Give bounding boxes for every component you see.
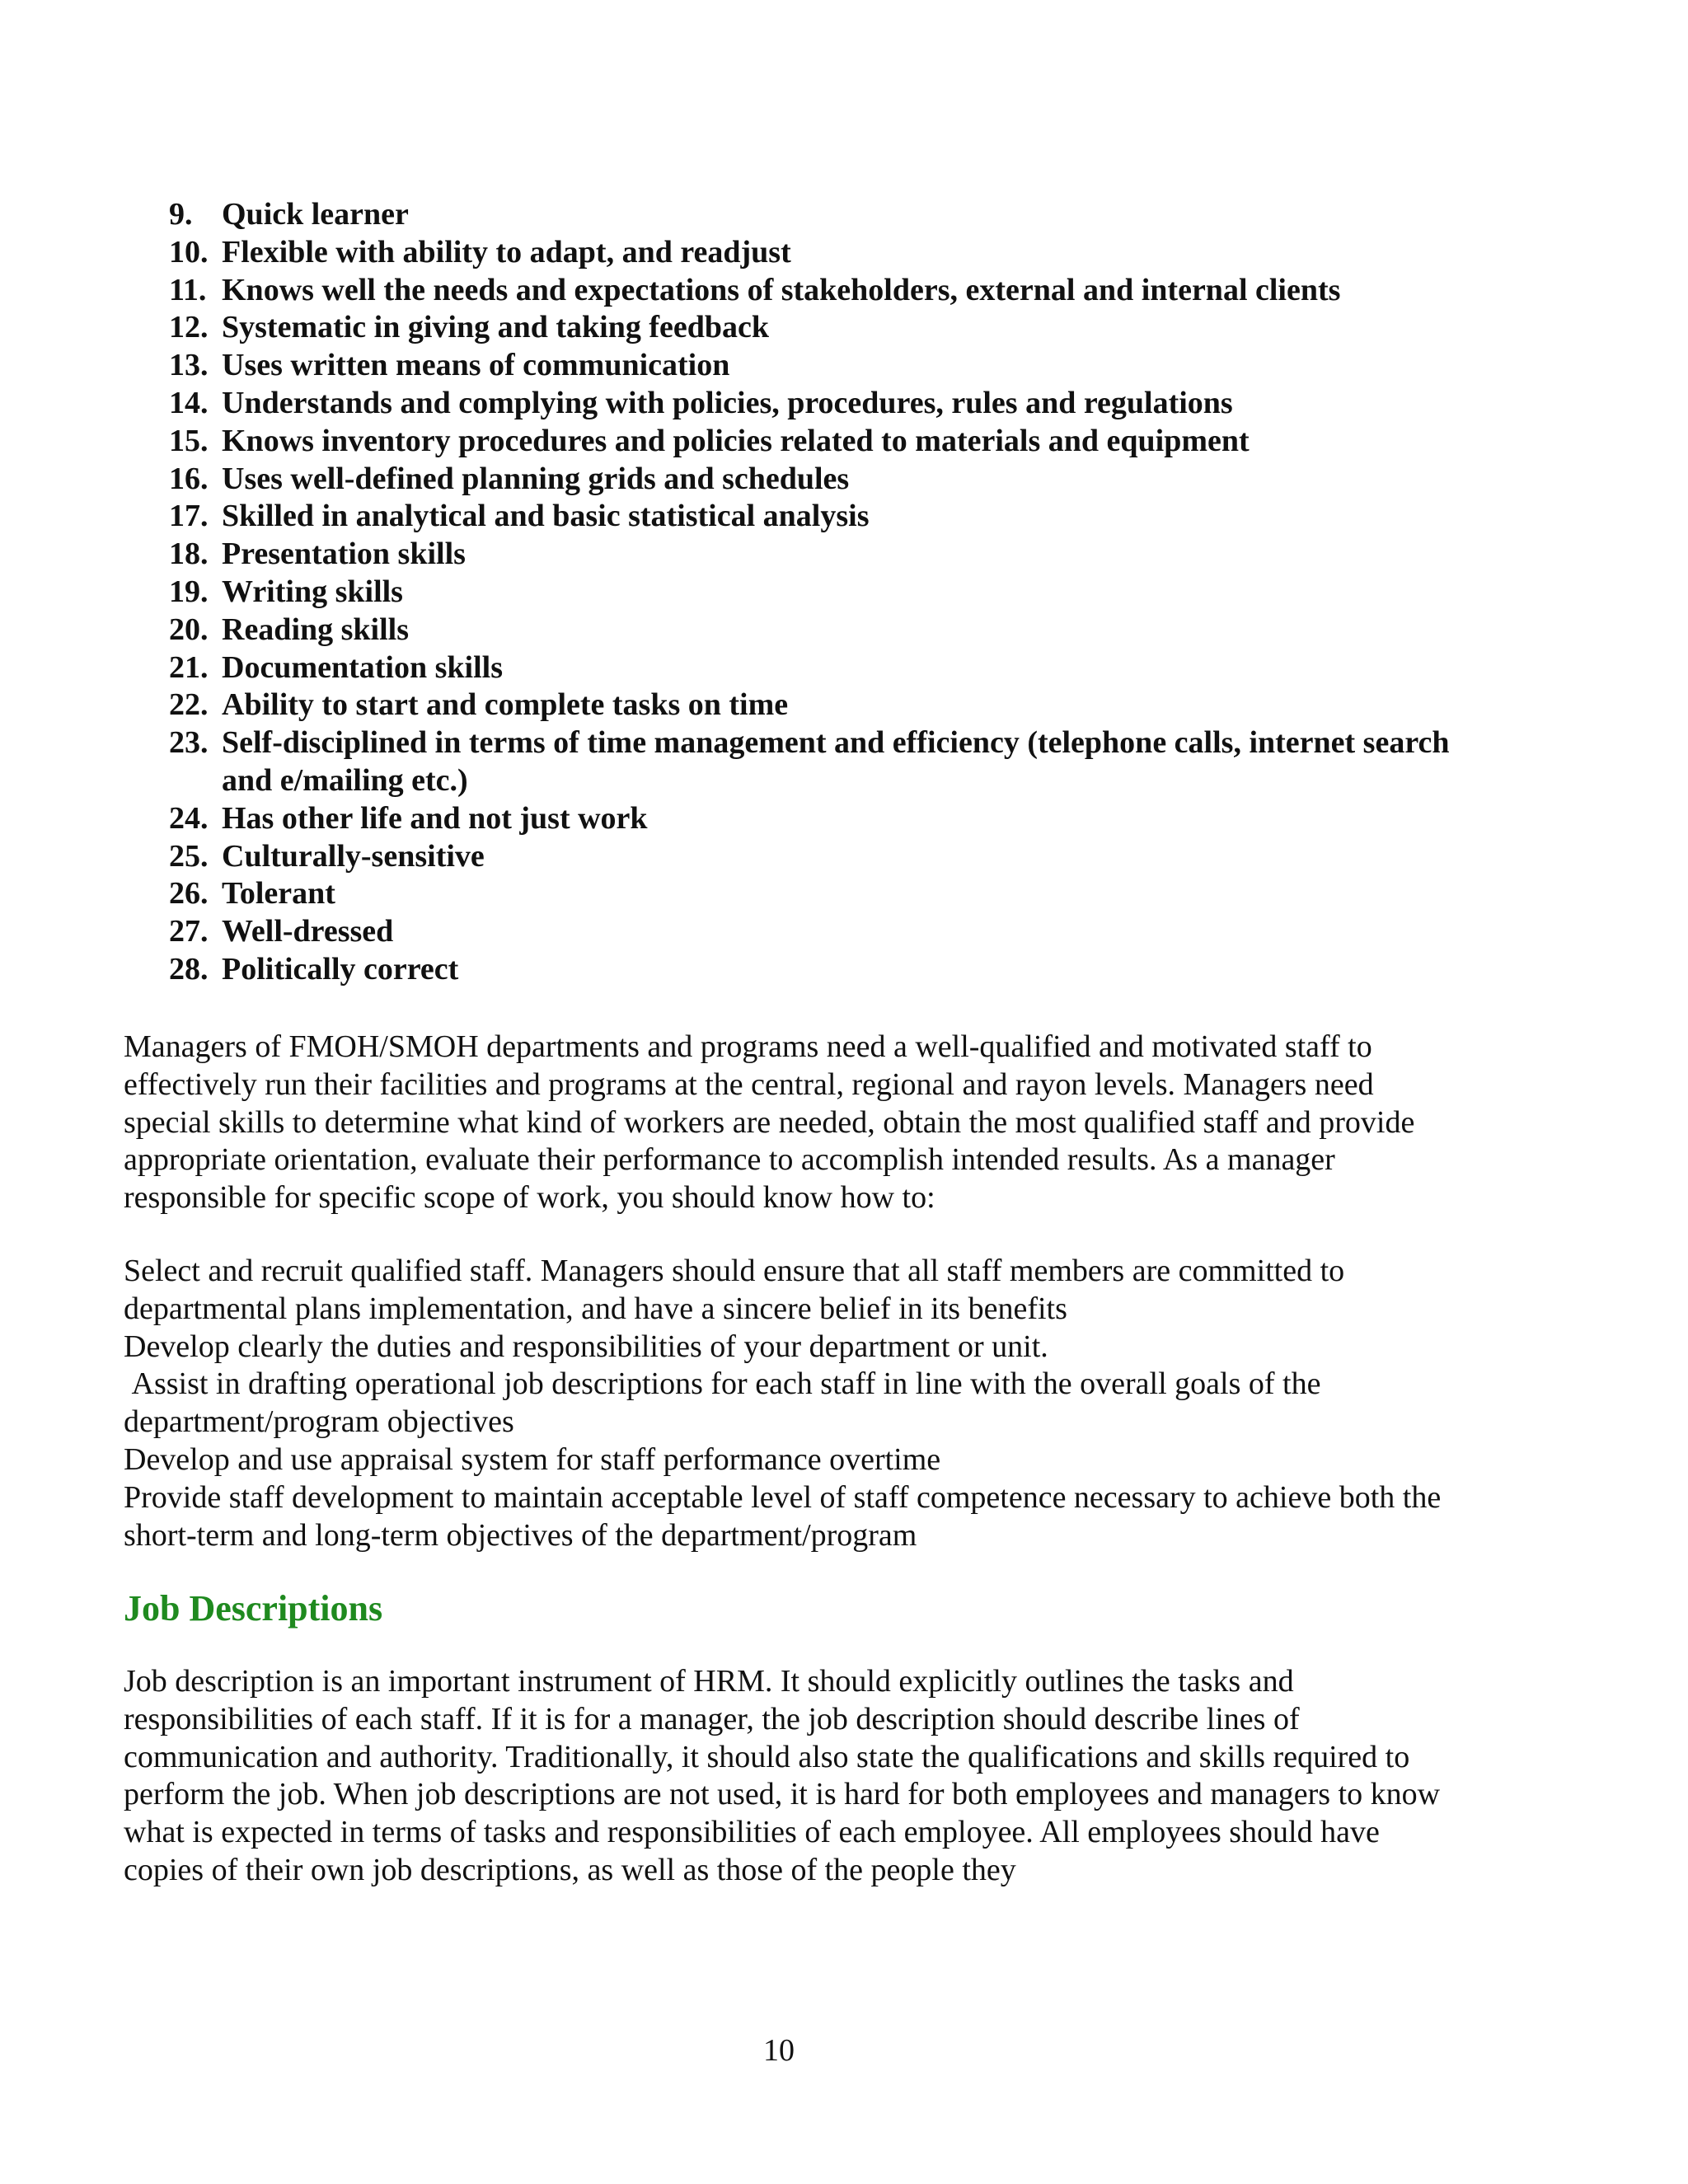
list-item bbox=[169, 800, 1455, 838]
list-item bbox=[169, 461, 1455, 499]
list-item bbox=[169, 536, 1455, 574]
list-item bbox=[169, 498, 1455, 536]
list-item bbox=[169, 951, 1455, 989]
list-item-text: Reading skills bbox=[222, 612, 410, 647]
list-item-text: Ability to start and complete tasks on time bbox=[222, 687, 789, 723]
list-item-text: Tolerant bbox=[222, 876, 335, 912]
list-item bbox=[169, 309, 1455, 347]
list-item-number: 17. bbox=[169, 499, 209, 534]
list-item bbox=[169, 649, 1455, 687]
list-item bbox=[169, 272, 1455, 310]
task-line: Develop and use appraisal system for staff performance overtime bbox=[124, 1441, 941, 1477]
manager-tasks bbox=[124, 1253, 1442, 1554]
list-item-text: Well-dressed bbox=[222, 914, 394, 949]
list-item-number: 27. bbox=[169, 914, 209, 949]
list-item-text: Uses written means of communication bbox=[222, 348, 730, 383]
list-item-number: 18. bbox=[169, 537, 209, 572]
list-item-number: 10. bbox=[169, 234, 209, 269]
list-item-number: 16. bbox=[169, 461, 209, 496]
list-item bbox=[169, 724, 1455, 800]
task-line: Assist in drafting operational job descriptions for each staff in line with the overall goals of the department/program objectives bbox=[124, 1366, 1329, 1440]
list-item-text: Flexible with ability to adapt, and readjust bbox=[222, 234, 791, 269]
competency-list bbox=[169, 196, 1455, 989]
list-item-number: 24. bbox=[169, 800, 209, 836]
list-item-number: 12. bbox=[169, 310, 209, 345]
list-item-text: Has other life and not just work bbox=[222, 800, 648, 836]
list-item bbox=[169, 385, 1455, 423]
list-item-text: Knows inventory procedures and policies related to materials and equipment bbox=[222, 423, 1250, 458]
list-item-text: Knows well the needs and expectations of stakeholders, external and internal clients bbox=[222, 272, 1341, 307]
list-item bbox=[169, 913, 1455, 951]
managers-paragraph bbox=[124, 1029, 1442, 1217]
list-item bbox=[169, 612, 1455, 649]
job-descriptions-paragraph-text: Job description is an important instrument of HRM. It should explicitly outlines the tasks and responsibilities of each staff. If it is for a manager, the job description should describe lines of communication and authority. Traditionally, it should also state the qualifications and skills required to perform the job. When job descriptions are not used, it is hard for both employees and managers to know what is expected in terms of tasks and responsibilities of each employee. All employees should have copies of their own job descriptions, as well as those of the people they bbox=[124, 1664, 1441, 1887]
list-item-number: 15. bbox=[169, 423, 209, 458]
list-item-number: 28. bbox=[169, 951, 209, 987]
list-item bbox=[169, 347, 1455, 385]
task-line: Provide staff development to maintain acceptable level of staff competence necessary to achieve both the short-term and long-term objectives of the department/program bbox=[124, 1479, 1442, 1553]
list-item-text: Uses well-defined planning grids and schedules bbox=[222, 461, 850, 496]
list-item-text: Culturally-sensitive bbox=[222, 838, 485, 874]
list-item-number: 21. bbox=[169, 649, 209, 685]
list-item-number: 11. bbox=[169, 272, 207, 307]
section-heading-job-descriptions: Job Descriptions bbox=[124, 1588, 383, 1629]
list-item-text: Self-disciplined in terms of time management and efficiency (telephone calls, internet search and e/mailing etc.) bbox=[222, 725, 1450, 798]
list-item bbox=[169, 875, 1455, 913]
job-descriptions-paragraph bbox=[124, 1663, 1442, 1890]
list-item-text: Understands and complying with policies, procedures, rules and regulations bbox=[222, 385, 1233, 420]
list-item-number: 23. bbox=[169, 725, 209, 761]
list-item-text: Skilled in analytical and basic statistical analysis bbox=[222, 499, 870, 534]
list-item-text: Systematic in giving and taking feedback bbox=[222, 310, 770, 345]
list-item bbox=[169, 574, 1455, 612]
list-item-number: 9. bbox=[169, 197, 193, 232]
list-item-number: 25. bbox=[169, 838, 209, 874]
list-item-number: 20. bbox=[169, 612, 209, 647]
list-item-number: 22. bbox=[169, 687, 209, 723]
list-item-number: 14. bbox=[169, 385, 209, 420]
page-number: 10 bbox=[763, 2033, 795, 2068]
list-item bbox=[169, 423, 1455, 461]
list-item bbox=[169, 687, 1455, 724]
task-line: Select and recruit qualified staff. Managers should ensure that all staff members are committed to departmental plans implementation, and have a sincere belief in its benefits bbox=[124, 1254, 1345, 1326]
list-item-text: Writing skills bbox=[222, 574, 403, 609]
managers-paragraph-text: Managers of FMOH/SMOH departments and programs need a well-qualified and motivated staff to effectively run their facilities and programs at the central, regional and rayon levels. Managers need special skills to determine what kind of workers are needed, obtain the most qualified staff and provide appropriate orientation, evaluate their performance to accomplish intended results. As a manager responsible for specific scope of work, you should know how to: bbox=[124, 1029, 1415, 1216]
list-item-text: Quick learner bbox=[222, 197, 409, 232]
list-item-text: Presentation skills bbox=[222, 537, 466, 572]
list-item bbox=[169, 838, 1455, 876]
list-item-number: 13. bbox=[169, 348, 209, 383]
list-item bbox=[169, 234, 1455, 272]
list-item bbox=[169, 196, 1455, 234]
list-item-number: 19. bbox=[169, 574, 209, 609]
list-item-text: Politically correct bbox=[222, 951, 459, 987]
task-line: Develop clearly the duties and responsibilities of your department or unit. bbox=[124, 1329, 1048, 1364]
list-item-number: 26. bbox=[169, 876, 209, 912]
list-item-text: Documentation skills bbox=[222, 649, 503, 685]
